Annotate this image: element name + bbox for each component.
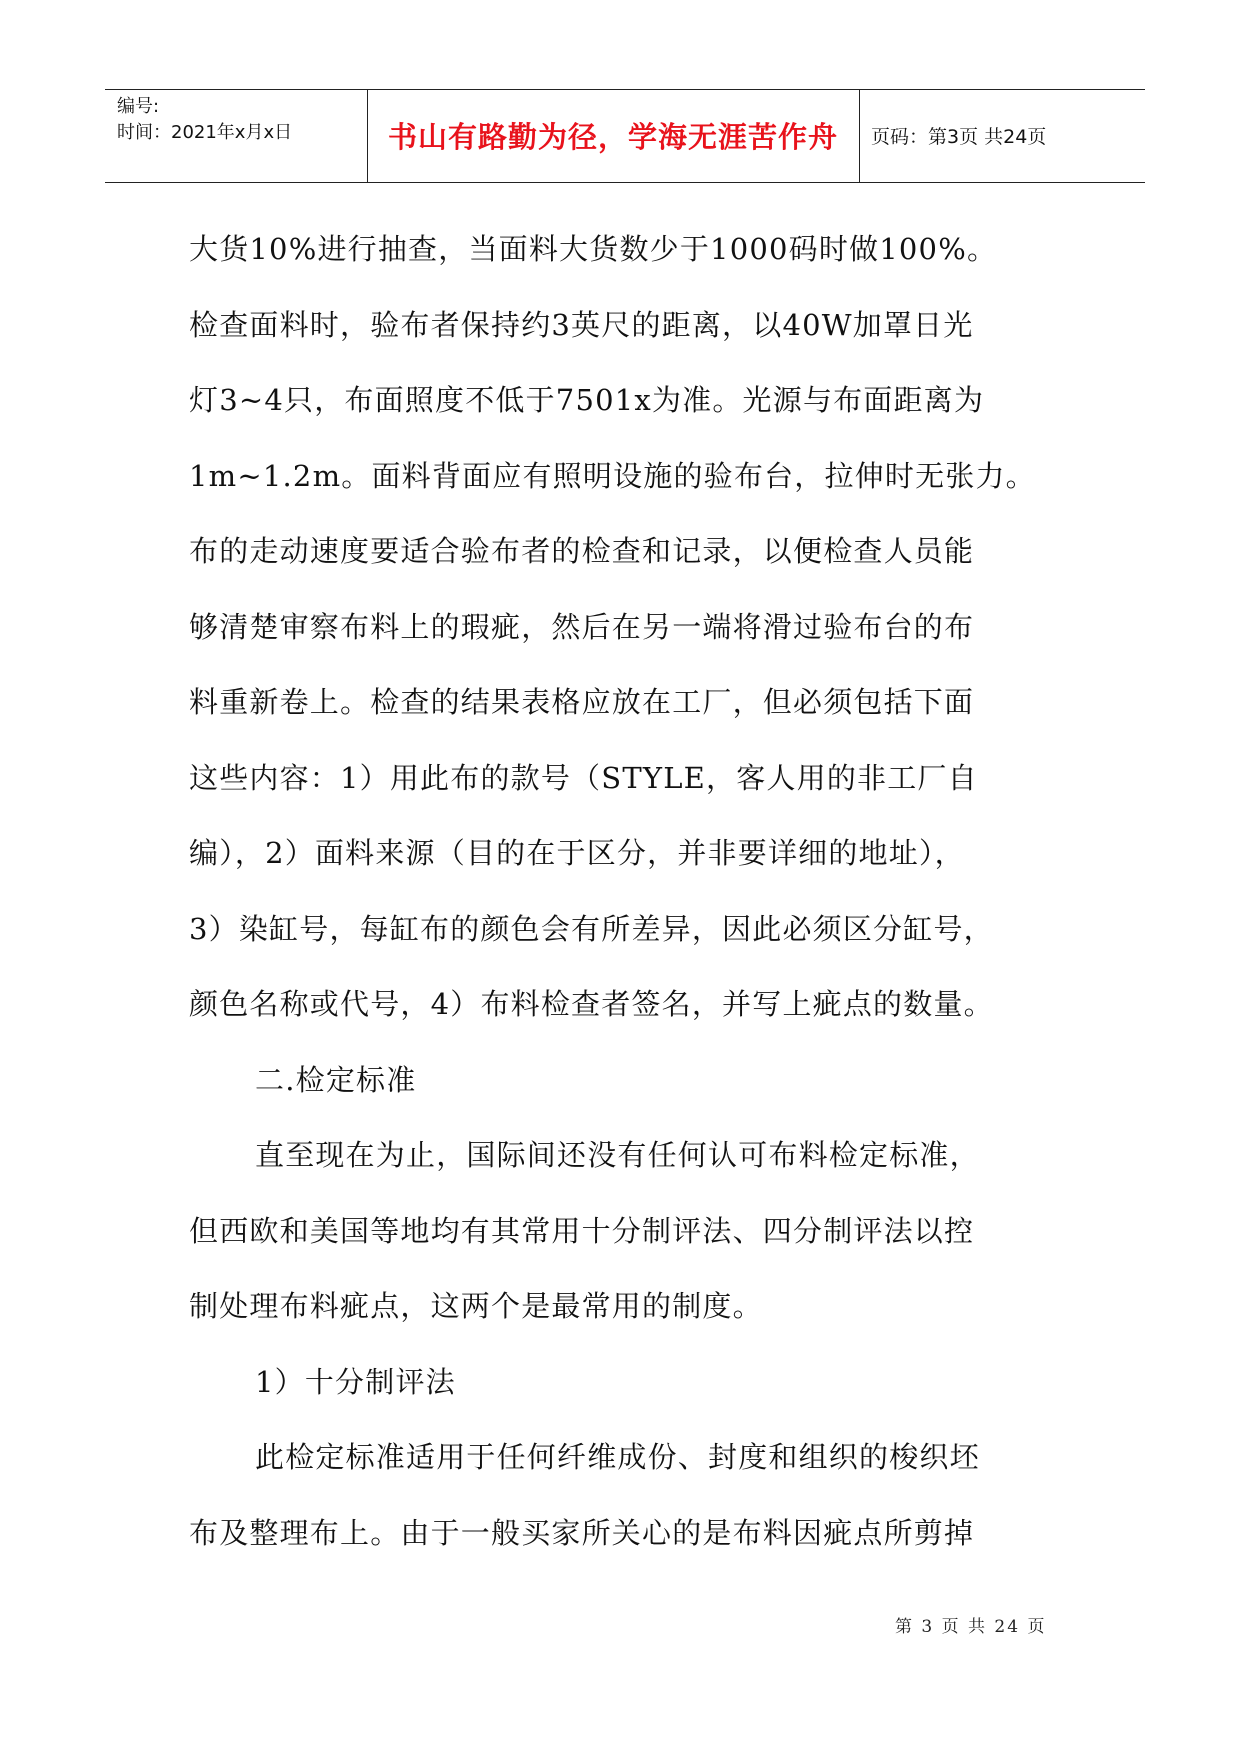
time-label: 时间：2021年x月x日 xyxy=(117,122,293,143)
header-motto: 书山有路勤为径，学海无涯苦作舟 xyxy=(387,120,838,154)
serial-number-label: 编号: xyxy=(117,96,160,117)
document-body xyxy=(189,219,1079,1578)
subsection-heading: 1）十分制评法 xyxy=(255,1364,456,1399)
body-line: 3）染缸号，每缸布的颜色会有所差异，因此必须区分缸号， xyxy=(189,911,994,946)
body-line: 但西欧和美国等地均有其常用十分制评法、四分制评法以控 xyxy=(189,1213,975,1248)
body-line: 此检定标准适用于任何纤维成份、封度和组织的梭织坯 xyxy=(255,1440,980,1474)
document-header xyxy=(105,89,1145,183)
body-line: 料重新卷上。检查的结果表格应放在工厂，但必须包括下面 xyxy=(189,685,975,719)
body-line: 这些内容：1）用此布的款号（STYLE，客人用的非工厂自 xyxy=(189,760,978,795)
body-line: 检查面料时，验布者保持约3英尺的距离，以40W加罩日光 xyxy=(189,307,974,342)
header-page-number: 页码：第3页 共24页 xyxy=(871,126,1047,148)
body-line: 编），2）面料来源（目的在于区分，并非要详细的地址）， xyxy=(189,836,965,870)
page-footer: 第 3 页 共 24 页 xyxy=(895,1617,1047,1637)
body-line: 直至现在为止，国际间还没有任何认可布料检定标准， xyxy=(255,1138,980,1172)
body-line: 够清楚审察布料上的瑕疵，然后在另一端将滑过验布台的布 xyxy=(189,609,975,644)
section-heading: 二.检定标准 xyxy=(255,1062,417,1097)
body-line: 制处理布料疵点，这两个是最常用的制度。 xyxy=(189,1289,763,1323)
header-divider xyxy=(859,90,860,182)
body-line: 大货10%进行抽查，当面料大货数少于1000码时做100%。 xyxy=(189,232,998,266)
header-meta xyxy=(117,94,292,146)
body-line: 灯3~4只，布面照度不低于7501x为准。光源与布面距离为 xyxy=(189,383,985,417)
body-line: 布及整理布上。由于一般买家所关心的是布料因疵点所剪掉 xyxy=(189,1515,975,1550)
body-line: 布的走动速度要适合验布者的检查和记录，以便检查人员能 xyxy=(189,534,975,568)
body-line: 1m~1.2m。面料背面应有照明设施的验布台，拉伸时无张力。 xyxy=(189,458,1036,493)
body-line: 颜色名称或代号，4）布料检查者签名，并写上疵点的数量。 xyxy=(189,987,994,1021)
